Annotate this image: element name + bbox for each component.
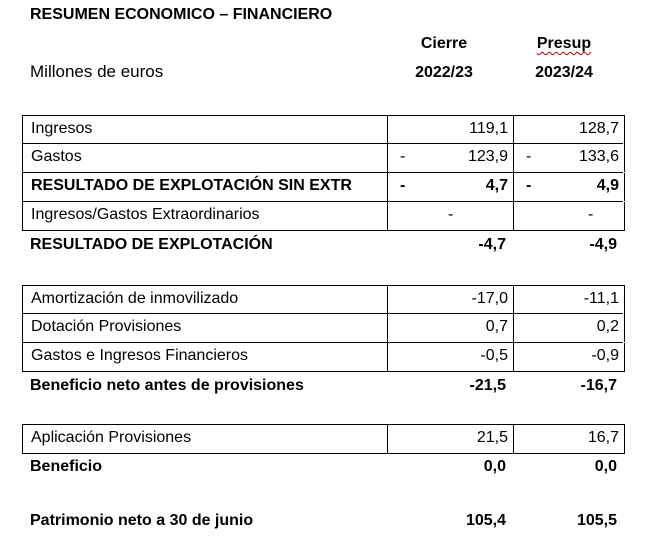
table-row-gastos <box>22 144 625 172</box>
col1-header-line1: Cierre <box>420 35 468 52</box>
value-2023-24: -11,1 <box>583 290 619 307</box>
value-2022-23: 105,4 <box>465 512 506 529</box>
document-title: RESUMEN ECONOMICO – FINANCIERO <box>30 6 333 23</box>
row-label: Gastos <box>31 148 82 165</box>
value-2023-24: - <box>588 206 594 223</box>
value-2023-24: 105,5 <box>576 512 617 529</box>
value-2023-24: -0,9 <box>591 347 619 364</box>
table-row-ingresos <box>22 115 625 144</box>
value-2022-23: 0,7 <box>485 318 508 335</box>
sign-2023-24: - <box>526 148 532 165</box>
value-2022-23: - <box>448 206 454 223</box>
col2-header-line2: 2023/24 <box>535 64 593 81</box>
value-2023-24: 4,9 <box>596 177 619 194</box>
value-2022-23: 21,5 <box>476 429 508 446</box>
value-2022-23: -0,5 <box>480 347 508 364</box>
value-2023-24: -16,7 <box>580 377 617 394</box>
row-label: Beneficio <box>30 458 103 475</box>
table-row-patrimonio-neto <box>22 508 623 536</box>
table-row-amortizacion <box>22 285 625 314</box>
table-row-gastos-financieros <box>22 343 625 372</box>
value-2022-23: -21,5 <box>469 377 506 394</box>
units-label: Millones de euros <box>30 62 164 81</box>
row-label: Ingresos/Gastos Extraordinarios <box>31 206 260 223</box>
row-label: Gastos e Ingresos Financieros <box>31 347 248 364</box>
table-row-resultado-sin-extr <box>22 173 625 201</box>
value-2022-23: -17,0 <box>471 290 508 307</box>
value-2023-24: 0,2 <box>596 318 619 335</box>
value-2023-24: 16,7 <box>587 429 619 446</box>
table-row-beneficio-neto <box>22 373 623 401</box>
sign-2023-24: - <box>526 177 532 194</box>
row-label: Aplicación Provisiones <box>31 429 192 446</box>
sign-2022-23: - <box>400 148 406 165</box>
row-label: Dotación Provisiones <box>31 318 182 335</box>
row-label: Beneficio neto antes de provisiones <box>30 377 304 394</box>
row-label: Amortización de inmovilizado <box>31 290 239 307</box>
col1-header-line2: 2022/23 <box>415 64 473 81</box>
value-2022-23: 119,1 <box>469 120 508 137</box>
row-label: Patrimonio neto a 30 de junio <box>30 512 254 529</box>
col2-header-line1: Presup <box>536 35 592 52</box>
table-row-beneficio <box>22 454 623 482</box>
table-row-extraordinarios <box>22 202 625 231</box>
value-2022-23: 0,0 <box>483 458 506 475</box>
row-label: RESULTADO DE EXPLOTACIÓN SIN EXTR <box>31 177 352 194</box>
row-label: RESULTADO DE EXPLOTACIÓN <box>30 236 273 253</box>
table-row-resultado-explotacion <box>22 232 623 260</box>
table-row-aplicacion-provisiones <box>22 424 625 454</box>
sign-2022-23: - <box>400 177 406 194</box>
value-2022-23: 123,9 <box>467 148 508 165</box>
value-2023-24: -4,9 <box>589 236 617 253</box>
value-2023-24: 0,0 <box>594 458 617 475</box>
table-row-dotacion-provisiones <box>22 314 625 342</box>
value-2023-24: 128,7 <box>578 120 619 137</box>
row-label: Ingresos <box>31 120 93 137</box>
value-2022-23: -4,7 <box>478 236 506 253</box>
value-2023-24: 133,6 <box>578 148 619 165</box>
value-2022-23: 4,7 <box>485 177 508 194</box>
